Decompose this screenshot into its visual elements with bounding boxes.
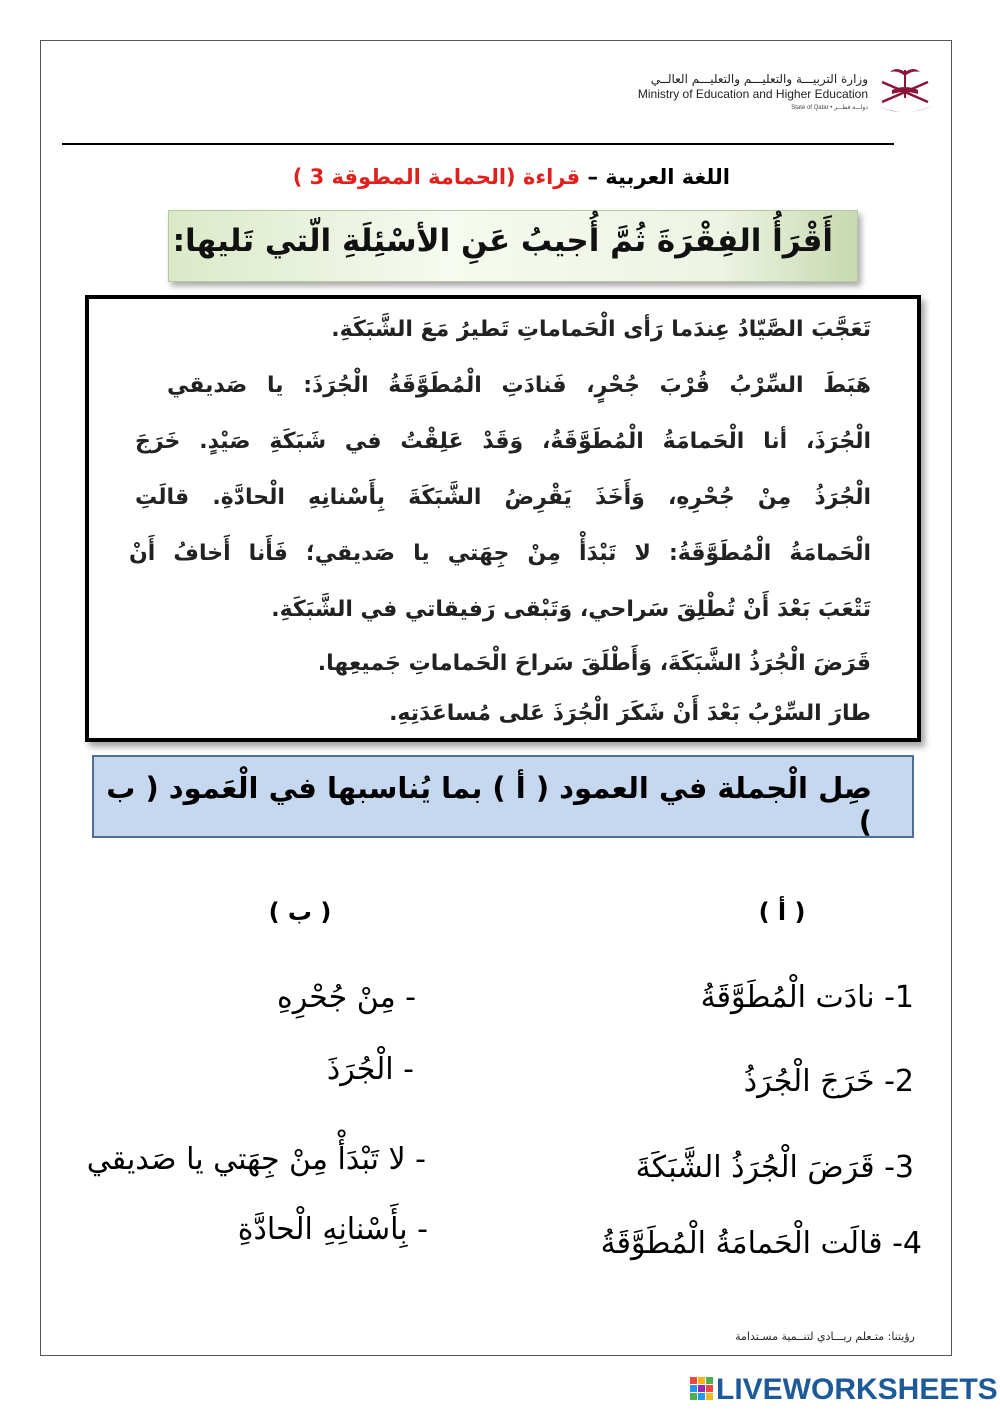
liveworksheets-wordmark: LIVEWORKSHEETS <box>716 1373 998 1406</box>
column-b-item[interactable]: - لا تَبْدَأْ مِنْ جِهَتي يا صَديقي <box>86 1142 426 1177</box>
passage-line: تَتْعَبَ بَعْدَ أَنْ تُطْلِقَ سَراحي، وَتَبْقى رَفيقاتي في الشَّبَكَةِ. <box>271 597 871 622</box>
banner-text: أَقْرَأُ الفِقْرَةَ ثُمَّ أُجيبُ عَنِ الأسْئِلَةِ الّتي تَليها: <box>172 223 833 259</box>
header-divider <box>62 143 894 145</box>
column-a-header: ( أ ) <box>758 898 806 926</box>
passage-line: قَرَضَ الْجُرَذُ الشَّبَكَةَ، وَأَطْلَقَ سَراحَ الْحَماماتِ جَميعِها. <box>317 651 871 676</box>
ministry-name-english: Ministry of Education and Higher Education <box>637 87 868 101</box>
state-label: State of Qatar • دولـــة قطـــر <box>791 105 868 111</box>
passage-line: الْجُرَذُ مِنْ جُحْرِهِ، وَأَخَذَ يَقْرِضُ الشَّبَكَةَ بِأَسْنانِهِ الْحادَّةِ. قالَتِ <box>135 485 871 510</box>
vision-statement: رؤيتنا: متـعلم ريـــادي لتنــمية مسـتدامة <box>735 1330 915 1343</box>
lesson-label: قراءة (الحمامة المطوقة 3 ) <box>292 165 581 189</box>
instruction-box <box>92 755 914 838</box>
column-b-header: ( ب ) <box>268 898 332 926</box>
column-b-item[interactable]: - بِأَسْنانِهِ الْحادَّةِ <box>237 1212 428 1247</box>
passage-line: تَعَجَّبَ الصَّيّادُ عِندَما رَأى الْحَماماتِ تَطيرُ مَعَ الشَّبَكَةِ. <box>331 317 871 342</box>
column-a-item[interactable]: 4- قالَت الْحَمامَةُ الْمُطَوَّقَةُ <box>600 1226 922 1261</box>
passage-line: طارَ السِّرْبُ بَعْدَ أَنْ شَكَرَ الْجُرَذَ عَلى مُساعَدَتِهِ. <box>389 701 871 726</box>
reading-banner <box>168 210 858 282</box>
reading-passage <box>85 295 921 742</box>
liveworksheets-grid-icon <box>690 1377 714 1401</box>
ministry-emblem-icon <box>872 62 938 118</box>
column-a-item[interactable]: 3- قَرَضَ الْجُرَذُ الشَّبَكَةَ <box>635 1150 914 1185</box>
ministry-name-arabic: وزارة التربيـــة والتعليـــم والتعليـــم العالــي <box>650 72 868 86</box>
passage-line: الْجُرَذَ، أنا الْحَمامَةُ الْمُطَوَّقَةُ، وَقَدْ عَلِقْتُ في شَبَكَةِ صَيْدٍ. خَرَجَ <box>135 429 871 454</box>
instruction-text: صِل الْجملة في العمود ( أ ) بما يُناسبها في الْعَمود ( ب ) <box>106 771 872 839</box>
column-b-item[interactable]: - مِنْ جُحْرِهِ <box>277 980 416 1015</box>
column-a-item[interactable]: 2- خَرَجَ الْجُرَذُ <box>743 1064 914 1099</box>
subject-label: اللغة العربية – <box>587 165 730 189</box>
passage-line: الْحَمامَةُ الْمُطَوَّقَةُ: لا تَبْدَأْ مِنْ جِهَتي يا صَديقي؛ فَأَنا أَخافُ أَنْ <box>129 541 871 566</box>
subject-title <box>200 165 730 189</box>
passage-line: هَبَطَ السِّرْبُ قُرْبَ جُحْرٍ، فَنادَتِ الْمُطَوَّقَةُ الْجُرَذَ: يا صَديقي <box>167 373 871 398</box>
liveworksheets-logo <box>690 1373 998 1407</box>
column-b-item[interactable]: - الْجُرَذَ <box>326 1052 414 1087</box>
column-a-item[interactable]: 1- نادَت الْمُطَوَّقَةُ <box>700 980 914 1015</box>
